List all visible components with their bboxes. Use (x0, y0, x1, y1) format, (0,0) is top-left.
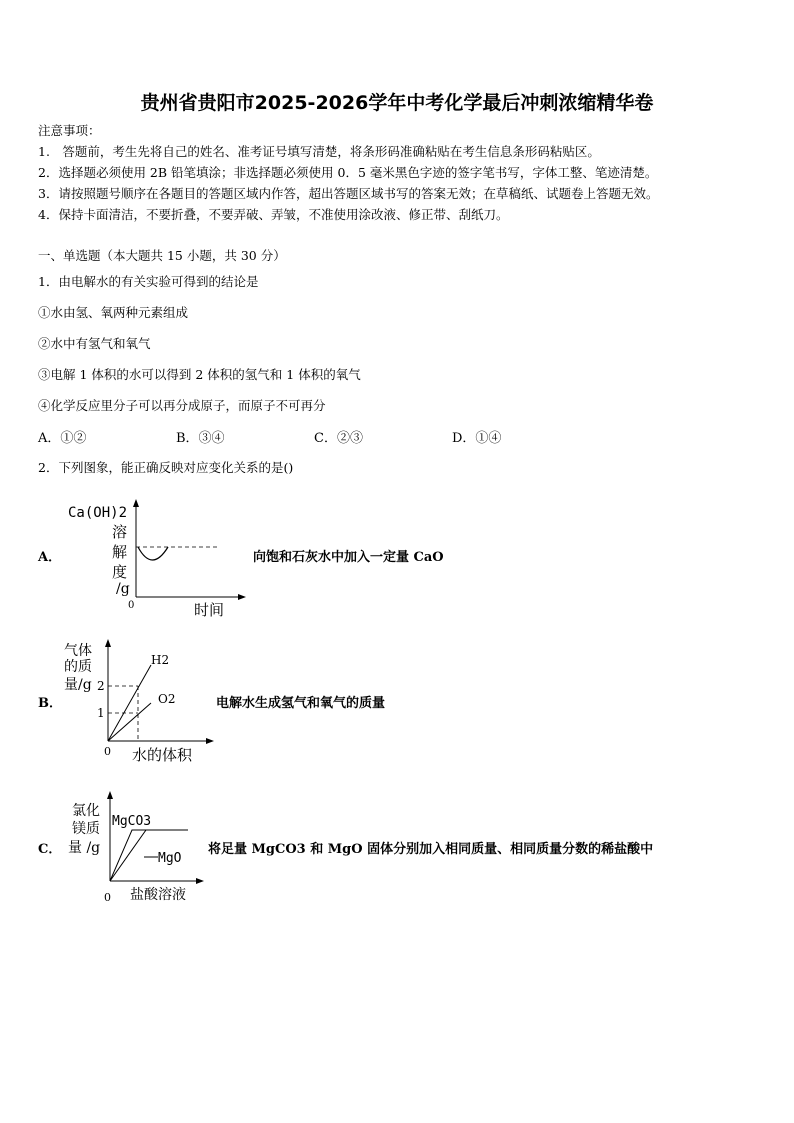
q1-option-b: B．③④ (176, 431, 225, 446)
graph-a-curve (138, 547, 168, 560)
graph-c-y-arrow (107, 791, 113, 799)
q2-option-c-label: C． (38, 842, 62, 857)
graph-c-ylabel-1: 氯化 (72, 803, 100, 819)
graph-c-xlabel: 盐酸溶液 (130, 887, 186, 903)
q1-statement-4: ④化学反应里分子可以再分成原子，而原子不可再分 (38, 398, 326, 413)
graph-a-ylabel-4: /g (116, 581, 130, 597)
q1-option-c: C．②③ (314, 431, 363, 446)
graph-b-tick-1: 1 (97, 706, 105, 720)
graph-a (60, 495, 250, 625)
graph-c-origin: 0 (104, 891, 111, 904)
graph-a-ylabel-3: 度 (112, 563, 128, 581)
graph-c-x-arrow (196, 878, 204, 884)
graph-b-ylabel-3: 量/g (64, 677, 92, 693)
notice-item-1: 1. 答题前，考生先将自己的姓名、准考证号填写清楚，将条形码准确粘贴在考生信息条形码粘贴区。 (38, 144, 600, 159)
page-title: 贵州省贵阳市2025-2026学年中考化学最后冲刺浓缩精华卷 (140, 92, 654, 114)
graph-c-mgo-label: MgO (158, 851, 182, 866)
q2-stem: 2．下列图象，能正确反映对应变化关系的是() (38, 460, 294, 475)
q2-option-a-desc: 向饱和石灰水中加入一定量 CaO (253, 550, 444, 565)
graph-a-xlabel: 时间 (194, 601, 225, 619)
q1-option-d: D．①④ (452, 431, 502, 446)
graph-a-ylabel-1: 溶 (112, 523, 128, 541)
graph-a-y-arrow (133, 499, 139, 507)
q2-option-b-label: B． (38, 696, 62, 711)
graph-b-x-arrow (206, 738, 214, 744)
q1-stem: 1．由电解水的有关实验可得到的结论是 (38, 274, 259, 289)
q2-option-a-label: A． (38, 550, 62, 565)
graph-b-o2-line (108, 703, 151, 741)
graph-c-mgco3-label: MgCO3 (112, 814, 152, 829)
graph-b-origin: 0 (104, 745, 111, 758)
graph-b-h2-line (108, 665, 151, 741)
graph-b-o2-label: O2 (158, 692, 176, 706)
graph-b-tick-2: 2 (97, 679, 105, 693)
graph-c-svg (60, 785, 210, 910)
q1-statement-3: ③电解 1 体积的水可以得到 2 体积的氢气和 1 体积的氧气 (38, 367, 361, 382)
graph-a-ylabel-top: Ca(OH)2 (68, 505, 128, 521)
graph-a-origin: 0 (128, 600, 135, 611)
graph-a-ylabel-2: 解 (112, 543, 128, 561)
graph-c (60, 785, 210, 910)
q2-option-b-desc: 电解水生成氢气和氧气的质量 (216, 696, 386, 711)
q1-statement-1: ①水由氢、氧两种元素组成 (38, 305, 189, 320)
q1-option-a: A．①② (38, 431, 87, 446)
section-heading: 一、单选题（本大题共 15 小题，共 30 分） (38, 248, 286, 263)
graph-b-y-arrow (105, 639, 111, 647)
graph-b (60, 635, 220, 765)
graph-a-x-arrow (238, 594, 246, 600)
q1-statement-2: ②水中有氢气和氧气 (38, 336, 151, 351)
notice-heading: 注意事项： (38, 123, 101, 138)
graph-b-ylabel-1: 气体 (64, 643, 92, 659)
graph-b-h2-label: H2 (151, 653, 170, 667)
q2-option-c-desc: 将足量 MgCO3 和 MgO 固体分别加入相同质量、相同质量分数的稀盐酸中 (208, 842, 654, 857)
graph-c-ylabel-2: 镁质 (72, 821, 100, 837)
graph-c-ylabel-3: 量 /g (68, 840, 101, 856)
graph-b-ylabel-2: 的质 (64, 659, 92, 675)
graph-a-svg (60, 495, 250, 625)
notice-item-2: 2．选择题必须使用 2B 铅笔填涂；非选择题必须使用 0．5 毫米黑色字迹的签字笔书写，字体工整、笔迹清楚。 (38, 165, 658, 180)
notice-item-3: 3．请按照题号顺序在各题目的答题区域内作答，超出答题区域书写的答案无效；在草稿纸、试题卷上答题无效。 (38, 186, 659, 201)
graph-b-svg (60, 635, 220, 765)
notice-item-4: 4．保持卡面清洁，不要折叠，不要弄破、弄皱，不准使用涂改液、修正带、刮纸刀。 (38, 207, 509, 222)
graph-b-xlabel: 水的体积 (132, 746, 193, 764)
